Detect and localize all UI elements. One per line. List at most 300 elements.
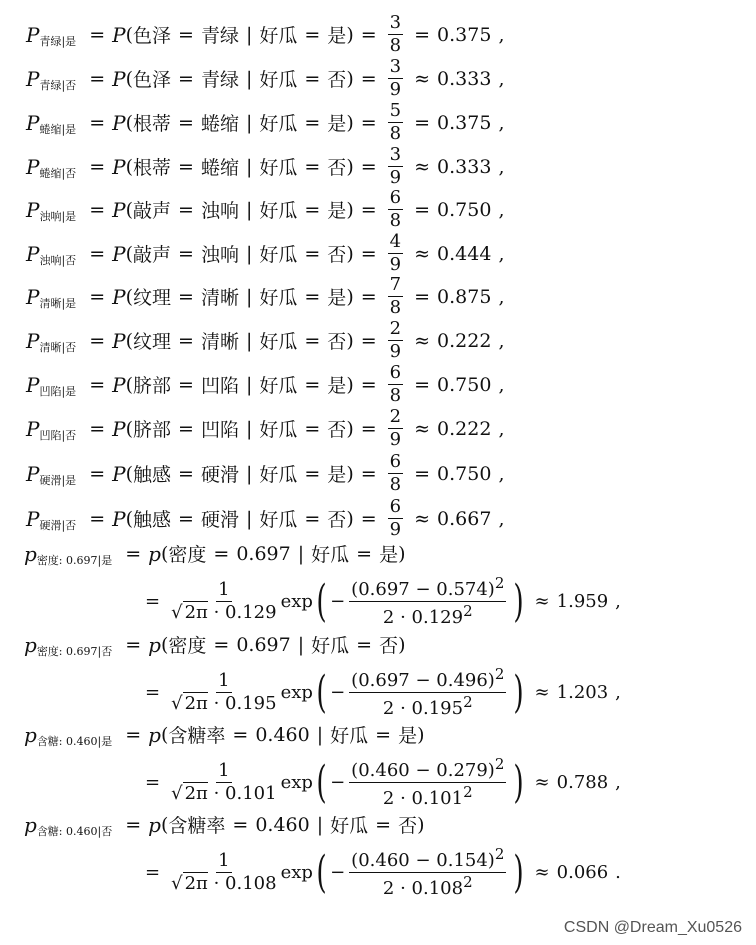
relation: =	[414, 198, 431, 221]
denominator: √ 2π · 0.129	[171, 602, 277, 623]
equals: =	[178, 417, 194, 440]
numerator: 2	[389, 318, 402, 339]
attribute-value: 0.460	[255, 723, 310, 746]
attribute-value: 清晰	[200, 331, 239, 353]
discrete-probability-formula	[26, 276, 511, 317]
paren: (	[160, 542, 169, 565]
class-attr: 好瓜	[311, 635, 350, 657]
numerator: $(0.697 - 0.574)^2$	[351, 574, 505, 600]
prob-symbol: P	[26, 461, 40, 486]
continuous-density-formula	[24, 540, 406, 567]
minus: −	[330, 591, 346, 612]
density-function: p	[148, 632, 161, 657]
equals: =	[89, 198, 106, 221]
equals: =	[178, 507, 194, 530]
relation: ≈	[414, 67, 431, 90]
density-function: p	[148, 541, 161, 566]
equals: =	[360, 155, 377, 178]
equals: =	[89, 67, 106, 90]
punct: ,	[498, 417, 505, 440]
result: 1.959	[556, 591, 609, 612]
paren: (	[125, 507, 133, 530]
paren: )	[346, 373, 354, 396]
given-bar: |	[245, 417, 253, 440]
prob-symbol: P	[26, 154, 40, 179]
paren: (	[125, 242, 133, 265]
prob-function: P	[112, 22, 126, 47]
x-value: 0.460	[358, 760, 410, 781]
denominator: $2 \cdot 0.101^2$	[382, 783, 473, 809]
numerator: 1	[218, 760, 230, 781]
class-attr: 好瓜	[330, 815, 369, 837]
result: 0.375	[437, 111, 492, 134]
discrete-probability-formula	[26, 320, 511, 361]
two: 2	[382, 607, 395, 628]
given-bar: |	[245, 329, 253, 352]
exp: exp	[280, 862, 313, 883]
equals: =	[304, 67, 321, 90]
fraction	[388, 498, 403, 539]
numerator: 6	[389, 496, 402, 517]
paren: (	[125, 462, 133, 485]
equals: =	[360, 198, 377, 221]
equals: =	[232, 723, 249, 746]
attribute-name: 密度	[168, 544, 207, 566]
class-value: 否	[327, 419, 347, 441]
class-attr: 好瓜	[259, 25, 298, 47]
density-function: p	[148, 812, 161, 837]
punct: ,	[615, 682, 621, 703]
prob-subscript: 蜷缩|否	[39, 166, 77, 180]
attribute-value: 凹陷	[200, 375, 239, 397]
denominator: 9	[389, 429, 402, 450]
attribute-value: 凹陷	[200, 419, 239, 441]
relation: =	[414, 373, 431, 396]
punct: ,	[498, 23, 505, 46]
equals: =	[360, 507, 377, 530]
paren: (	[125, 198, 133, 221]
class-value: 是	[327, 375, 347, 397]
equals: =	[178, 285, 194, 308]
prob-symbol: P	[26, 110, 40, 135]
prob-subscript: 青绿|否	[39, 78, 77, 92]
punct: ,	[498, 198, 505, 221]
class-value: 否	[379, 635, 399, 657]
density-subscript: 含糖: 0.460|是	[36, 734, 113, 748]
x-value: 0.697	[358, 579, 410, 600]
attribute-value: 0.460	[255, 813, 310, 836]
equals: =	[89, 242, 106, 265]
relation: ≈	[414, 155, 431, 178]
equals: =	[145, 862, 161, 883]
denominator: √ 2π · 0.108	[171, 873, 277, 894]
fraction	[388, 408, 403, 449]
prob-function: P	[112, 461, 126, 486]
paren: (	[160, 723, 169, 746]
attribute-value: 青绿	[200, 69, 239, 91]
attribute-name: 根蒂	[133, 157, 172, 179]
class-value: 是	[398, 725, 418, 747]
paren: )	[417, 723, 425, 746]
gaussian-expansion	[138, 847, 628, 898]
prob-symbol: P	[26, 284, 40, 309]
fraction	[388, 14, 403, 55]
prob-subscript: 清晰|否	[39, 340, 77, 354]
left-paren: (	[316, 846, 327, 898]
result: 0.875	[437, 285, 492, 308]
prob-subscript: 凹陷|否	[39, 428, 77, 442]
equals: =	[360, 373, 377, 396]
density-subscript: 密度: 0.697|否	[36, 644, 113, 658]
relation: ≈	[414, 507, 431, 530]
std: 0.101	[225, 783, 277, 804]
class-attr: 好瓜	[330, 725, 369, 747]
attribute-name: 纹理	[133, 331, 172, 353]
equals: =	[304, 155, 321, 178]
right-paren: )	[513, 846, 525, 898]
paren: )	[398, 633, 406, 656]
paren: )	[346, 285, 354, 308]
denominator: $2 \cdot 0.129^2$	[382, 602, 473, 628]
denominator: 9	[389, 167, 402, 188]
minus: −	[330, 682, 346, 703]
numerator: 1	[218, 850, 230, 871]
paren: )	[417, 813, 425, 836]
equals: =	[89, 417, 106, 440]
equals: =	[360, 67, 377, 90]
equals: =	[356, 542, 373, 565]
fraction	[388, 364, 403, 405]
std: 0.108	[225, 873, 277, 894]
class-attr: 好瓜	[259, 157, 298, 179]
equals: =	[360, 242, 377, 265]
equals: =	[213, 542, 230, 565]
attribute-value: 0.697	[236, 633, 291, 656]
result: 1.203	[556, 682, 609, 703]
prob-function: P	[112, 197, 126, 222]
numerator: 7	[389, 274, 402, 295]
relation: ≈	[414, 242, 431, 265]
attribute-name: 脐部	[133, 375, 172, 397]
equals: =	[360, 111, 377, 134]
std: 0.129	[225, 602, 277, 623]
paren: )	[346, 23, 354, 46]
equals: =	[178, 329, 194, 352]
sqrt-2pi: 2π	[184, 873, 208, 894]
result: 0.444	[437, 242, 492, 265]
attribute-value: 硬滑	[200, 464, 239, 486]
equals: =	[304, 417, 321, 440]
attribute-value: 蜷缩	[200, 113, 239, 135]
denominator: 8	[389, 210, 402, 231]
paren: (	[125, 373, 133, 396]
mean: 0.496	[436, 670, 488, 691]
normalizer-fraction	[171, 852, 276, 893]
paren: )	[346, 111, 354, 134]
gaussian-expansion	[138, 757, 628, 808]
class-value: 否	[327, 244, 347, 266]
class-value: 是	[327, 25, 347, 47]
exponent-fraction	[349, 757, 506, 808]
equals: =	[89, 329, 106, 352]
class-attr: 好瓜	[259, 244, 298, 266]
prob-subscript: 硬滑|否	[39, 518, 77, 532]
density-symbol: p	[24, 632, 37, 657]
right-paren: )	[513, 666, 525, 718]
equals: =	[178, 155, 194, 178]
attribute-name: 触感	[133, 509, 172, 531]
equals: =	[125, 813, 142, 836]
discrete-probability-formula	[26, 146, 511, 187]
paren: )	[346, 242, 354, 265]
density-symbol: p	[24, 812, 37, 837]
fraction	[388, 102, 403, 143]
prob-function: P	[112, 284, 126, 309]
numerator: 4	[389, 231, 402, 252]
result: 0.222	[437, 329, 492, 352]
class-attr: 好瓜	[259, 509, 298, 531]
denominator: 8	[389, 474, 402, 495]
result: 0.333	[437, 67, 492, 90]
attribute-value: 浊响	[200, 200, 239, 222]
sqrt-2pi: 2π	[184, 693, 208, 714]
denominator: 9	[389, 519, 402, 540]
paren: )	[346, 198, 354, 221]
fraction	[388, 276, 403, 317]
x-value: 0.697	[358, 670, 410, 691]
prob-symbol: P	[26, 22, 40, 47]
punct: .	[615, 862, 621, 883]
mean: 0.574	[436, 579, 488, 600]
class-value: 否	[327, 69, 347, 91]
two: 2	[382, 698, 395, 719]
denominator: 9	[389, 341, 402, 362]
exponent-fraction	[349, 667, 506, 718]
class-value: 是	[327, 200, 347, 222]
numerator: 3	[389, 144, 402, 165]
relation: =	[414, 111, 431, 134]
discrete-probability-formula	[26, 233, 511, 274]
left-paren: (	[316, 756, 327, 808]
class-attr: 好瓜	[259, 69, 298, 91]
class-attr: 好瓜	[311, 544, 350, 566]
normalizer-fraction	[171, 672, 276, 713]
discrete-probability-formula	[26, 189, 511, 230]
normalizer-fraction	[171, 581, 276, 622]
density-symbol: p	[24, 722, 37, 747]
numerator: 6	[389, 362, 402, 383]
denominator: 8	[389, 123, 402, 144]
given-bar: |	[245, 462, 253, 485]
attribute-value: 0.697	[236, 542, 291, 565]
paren: (	[125, 67, 133, 90]
equals: =	[178, 111, 194, 134]
class-attr: 好瓜	[259, 331, 298, 353]
prob-subscript: 硬滑|是	[39, 473, 77, 487]
equals: =	[178, 373, 194, 396]
continuous-density-formula	[24, 631, 406, 658]
equals: =	[178, 462, 194, 485]
prob-function: P	[112, 110, 126, 135]
minus: −	[330, 772, 346, 793]
result: 0.375	[437, 23, 492, 46]
fraction	[388, 320, 403, 361]
discrete-probability-formula	[26, 58, 511, 99]
numerator: 1	[218, 579, 230, 600]
equals: =	[89, 155, 106, 178]
attribute-value: 青绿	[200, 25, 239, 47]
class-attr: 好瓜	[259, 287, 298, 309]
paren: )	[346, 507, 354, 530]
attribute-name: 敲声	[133, 200, 172, 222]
numerator: 3	[389, 56, 402, 77]
std: 0.129	[411, 607, 464, 628]
left-paren: (	[316, 666, 327, 718]
punct: ,	[498, 111, 505, 134]
equals: =	[304, 507, 321, 530]
fraction	[388, 233, 403, 274]
continuous-density-formula	[24, 721, 425, 748]
equals: =	[89, 111, 106, 134]
numerator: $(0.460 - 0.279)^2$	[351, 755, 505, 781]
punct: ,	[498, 329, 505, 352]
paren: (	[125, 111, 133, 134]
denominator: 9	[389, 79, 402, 100]
equals: =	[89, 373, 106, 396]
denominator: 8	[389, 35, 402, 56]
paren: )	[346, 155, 354, 178]
equals: =	[304, 111, 321, 134]
given-bar: |	[245, 111, 253, 134]
prob-function: P	[112, 154, 126, 179]
paren: )	[398, 542, 406, 565]
numerator: 6	[389, 187, 402, 208]
paren: (	[125, 417, 133, 440]
attribute-value: 蜷缩	[200, 157, 239, 179]
denominator: 8	[389, 385, 402, 406]
class-value: 否	[327, 157, 347, 179]
relation: =	[414, 285, 431, 308]
denominator: √ 2π · 0.101	[171, 783, 277, 804]
numerator: 3	[389, 12, 402, 33]
exp: exp	[280, 591, 313, 612]
result: 0.066	[556, 862, 609, 883]
given-bar: |	[316, 723, 324, 746]
given-bar: |	[297, 542, 305, 565]
attribute-name: 色泽	[133, 25, 172, 47]
result: 0.333	[437, 155, 492, 178]
density-subscript: 密度: 0.697|是	[36, 553, 113, 567]
std: 0.195	[411, 698, 464, 719]
prob-subscript: 凹陷|是	[39, 384, 77, 398]
denominator: 8	[389, 297, 402, 318]
fraction	[388, 58, 403, 99]
prob-function: P	[112, 241, 126, 266]
approx: ≈	[534, 772, 550, 793]
exp: exp	[280, 772, 313, 793]
watermark: CSDN @Dream_Xu0526	[563, 919, 742, 936]
two: 2	[382, 878, 395, 899]
normalizer-fraction	[171, 762, 276, 803]
relation: =	[414, 23, 431, 46]
prob-function: P	[112, 416, 126, 441]
right-paren: )	[513, 756, 525, 808]
attribute-name: 根蒂	[133, 113, 172, 135]
attribute-value: 清晰	[200, 287, 239, 309]
approx: ≈	[534, 682, 550, 703]
equals: =	[145, 772, 161, 793]
attribute-name: 色泽	[133, 69, 172, 91]
given-bar: |	[297, 633, 305, 656]
density-subscript: 含糖: 0.460|否	[36, 824, 113, 838]
sqrt-2pi: 2π	[184, 783, 208, 804]
prob-symbol: P	[26, 197, 40, 222]
equals: =	[178, 198, 194, 221]
paren: )	[346, 417, 354, 440]
given-bar: |	[245, 507, 253, 530]
given-bar: |	[245, 373, 253, 396]
given-bar: |	[245, 67, 253, 90]
prob-function: P	[112, 506, 126, 531]
class-value: 否	[327, 509, 347, 531]
result: 0.788	[556, 772, 609, 793]
mean: 0.154	[436, 850, 488, 871]
punct: ,	[498, 285, 505, 308]
paren: (	[125, 155, 133, 178]
equals: =	[178, 67, 194, 90]
prob-subscript: 浊响|否	[39, 253, 77, 267]
equals: =	[89, 462, 106, 485]
left-paren: (	[316, 575, 327, 627]
given-bar: |	[245, 23, 253, 46]
gaussian-expansion	[138, 667, 628, 718]
equals: =	[356, 633, 373, 656]
discrete-probability-formula	[26, 408, 511, 449]
given-bar: |	[245, 242, 253, 265]
continuous-density-formula	[24, 811, 425, 838]
punct: ,	[498, 373, 505, 396]
paren: (	[125, 285, 133, 308]
approx: ≈	[534, 591, 550, 612]
equals: =	[375, 813, 392, 836]
prob-symbol: P	[26, 66, 40, 91]
two: 2	[382, 788, 395, 809]
equals: =	[125, 723, 142, 746]
attribute-value: 浊响	[200, 244, 239, 266]
class-value: 是	[327, 287, 347, 309]
exponent-fraction	[349, 847, 506, 898]
equals: =	[304, 23, 321, 46]
punct: ,	[615, 772, 621, 793]
equals: =	[89, 285, 106, 308]
fraction	[388, 189, 403, 230]
equals: =	[360, 417, 377, 440]
attribute-name: 密度	[168, 635, 207, 657]
std: 0.108	[411, 878, 464, 899]
equals: =	[360, 285, 377, 308]
fraction	[388, 453, 403, 494]
numerator: 6	[389, 451, 402, 472]
given-bar: |	[245, 155, 253, 178]
class-attr: 好瓜	[259, 375, 298, 397]
equals: =	[304, 462, 321, 485]
equals: =	[304, 373, 321, 396]
denominator: √ 2π · 0.195	[171, 693, 277, 714]
equals: =	[89, 23, 106, 46]
class-value: 否	[327, 331, 347, 353]
paren: (	[160, 813, 169, 836]
equals: =	[125, 633, 142, 656]
